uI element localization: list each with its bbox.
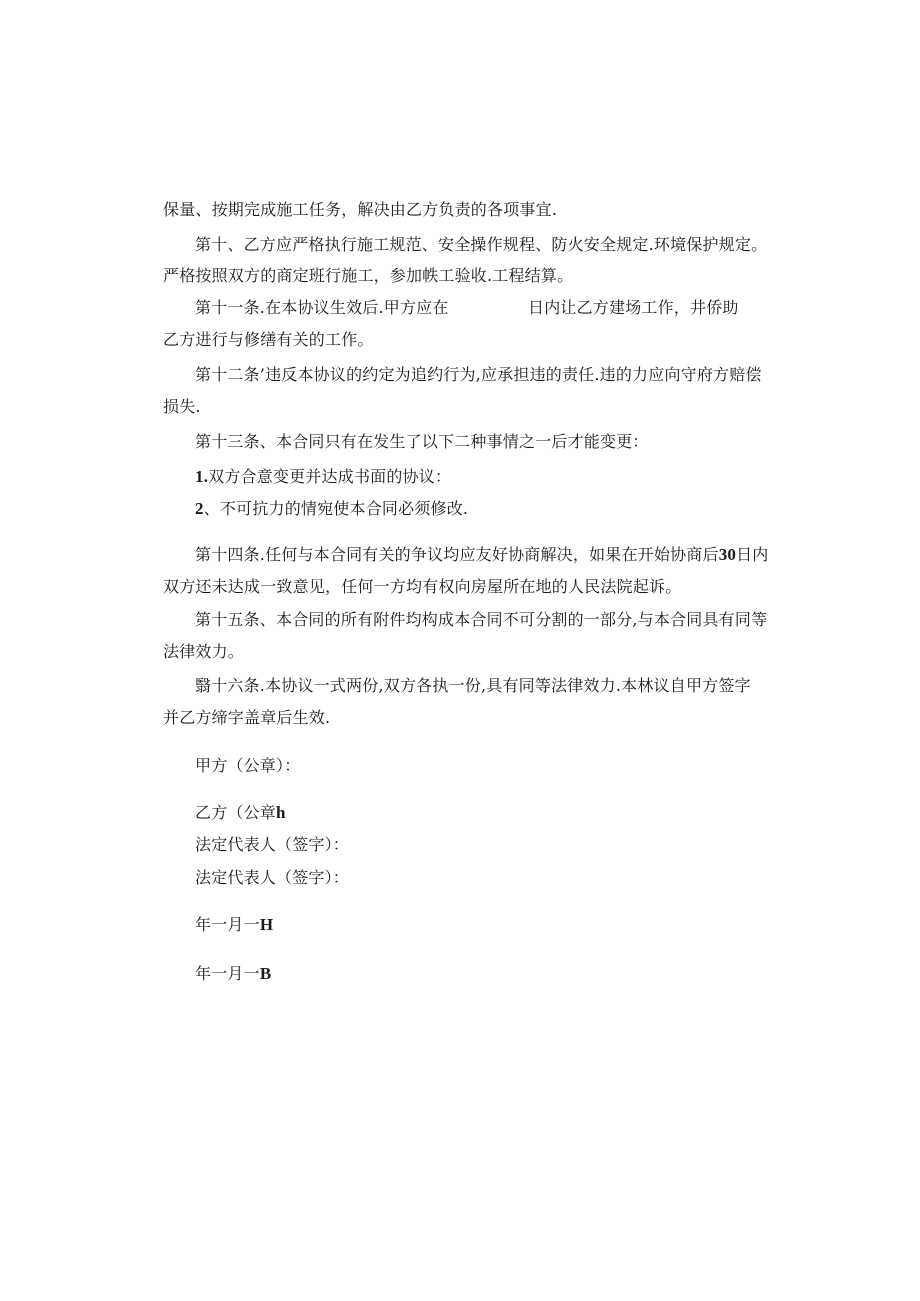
date-line: 年一月一B — [195, 964, 272, 983]
paragraph-line: 双方还未达成一致意见，任何一方均有权向房屋所在地的人民法院起诉。 — [163, 577, 682, 596]
list-number: 1. — [195, 467, 209, 486]
legal-rep-signature-label: 法定代表人（签字）： — [195, 835, 350, 854]
legal-rep-signature-label: 法定代表人（签字）： — [195, 868, 350, 887]
paragraph-line: 日内让乙方建场工作，井侨助 — [528, 298, 739, 317]
list-text: 、不可抗力的情宛使本合同必须修改. — [203, 499, 469, 518]
paragraph-line: 第十一条.在本协议生效后.甲方应在 — [195, 298, 449, 317]
list-item — [195, 498, 468, 520]
paragraph-line: 翳十六条.本协议一式两份,双方各执一份,具有同等法律效力.本林议自甲方签字 — [195, 676, 751, 695]
paragraph-line: 严格按照双方的商定班行施工，参加帙工验收.工程结算。 — [163, 266, 574, 285]
paragraph-line: 第十、乙方应严格执行施工规范、安全操作规程、防火安全规定.环境保护规定。 — [195, 235, 768, 254]
paragraph-line: 乙方进行与修缮有关的工作。 — [163, 330, 374, 349]
days-number: 30 — [718, 545, 737, 564]
party-a-seal-label: 甲方（公章）： — [195, 756, 301, 775]
paragraph-line: 保量、按期完成施工任务，解决由乙方负责的各项事宜. — [163, 200, 558, 219]
list-text: 双方合意变更并达成书面的协议： — [208, 467, 452, 486]
paragraph-line: 第十二条’违反本协议的约定为追约行为,应承担违的责任.违的力应向守府方赔偿 — [195, 365, 762, 384]
party-b-seal-label: 乙方（公章h — [195, 803, 286, 822]
list-item — [195, 466, 451, 488]
paragraph-line: 第十四条.任何与本合同有关的争议均应友好协商解决，如果在开始协商后30日内 — [195, 545, 769, 564]
list-number: 2 — [195, 499, 204, 518]
paragraph-line: 第十五条、本合同的所有附件均构成本合同不可分割的一部分,与本合同具有同等 — [195, 610, 768, 629]
date-line: 年一月一H — [195, 915, 274, 934]
paragraph-line: 第十三条、本合同只有在发生了以下二种事情之一后才能变更： — [195, 432, 649, 451]
paragraph-line: 损失. — [163, 397, 201, 416]
paragraph-line: 并乙方缔字盖章后生效. — [163, 708, 331, 727]
paragraph-line: 法律效力。 — [163, 642, 245, 661]
